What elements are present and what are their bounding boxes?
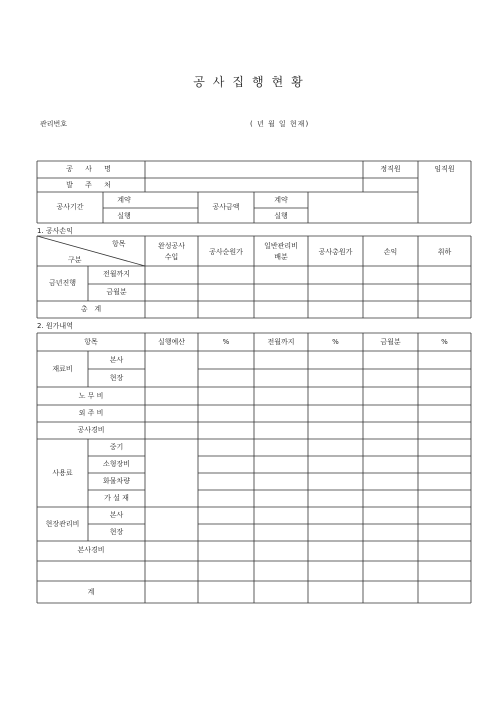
col-until-last-month: 전월까지: [267, 338, 295, 346]
labor-cost-label: 노 무 비: [78, 392, 104, 400]
col-net-cost: 공사순원가: [209, 248, 243, 256]
temp-staff-label: 임직원: [434, 165, 455, 173]
division-diagonal-label: 구분: [68, 256, 82, 264]
temporary-materials-label: 가 설 재: [104, 494, 129, 502]
col-item: 항목: [84, 338, 98, 346]
col-profit-loss: 손익: [383, 248, 398, 256]
col-overhead-allocation: 일반관리비 배분: [264, 242, 298, 261]
col-percent-3: %: [441, 338, 448, 346]
section1-heading: 1. 공사손익: [37, 227, 73, 235]
as-of-date-note: ( 년 월 일 현재): [250, 120, 310, 128]
construction-expense-label: 공사경비: [77, 426, 105, 434]
construction-amount-label: 공사금액: [212, 203, 240, 211]
amount-contract-label: 계약: [274, 196, 288, 204]
cargo-vehicles-label: 화물차량: [102, 477, 131, 485]
usage-fee-label: 사용료: [52, 469, 73, 477]
section2-heading: 2. 원가내역: [37, 322, 73, 330]
period-execution-label: 실행: [117, 212, 131, 220]
materials-site-label: 현장: [109, 374, 124, 382]
col-percent-2: %: [332, 338, 339, 346]
regular-staff-label: 정직원: [380, 165, 401, 173]
item-diagonal-label: 항목: [112, 240, 126, 248]
grand-total-label: 총 계: [80, 305, 102, 313]
materials-hq-label: 본사: [109, 356, 124, 364]
project-name-label: 공 사 명: [66, 165, 116, 173]
management-number-label: 관리번호: [40, 120, 68, 128]
amount-execution-label: 실행: [274, 212, 288, 220]
construction-period-label: 공사기간: [56, 203, 84, 211]
col-execution-budget: 실행예산: [157, 338, 186, 346]
col-percent-1: %: [222, 338, 230, 346]
document-title: 공사집행현황: [193, 75, 311, 89]
section2-total-label: 계: [87, 588, 95, 596]
period-contract-label: 계약: [117, 196, 131, 204]
site-mgmt-hq-label: 본사: [109, 511, 124, 519]
site-management-label: 현장관리비: [45, 520, 80, 528]
client-label: 발 주 처: [66, 181, 116, 189]
site-mgmt-site-label: 현장: [109, 528, 124, 536]
col-this-month: 금월분: [380, 338, 401, 346]
col-note: 취하: [437, 248, 452, 256]
outsourcing-cost-label: 외 주 비: [78, 409, 104, 417]
col-completed-revenue: 완성공사 수입: [157, 242, 186, 261]
until-last-month-label: 전월까지: [102, 270, 131, 278]
hq-expense-label: 본사경비: [77, 546, 105, 554]
this-month-label: 금월분: [106, 288, 127, 296]
materials-label: 재료비: [52, 365, 73, 373]
small-equipment-label: 소형장비: [102, 460, 131, 468]
col-total-cost: 공사총원가: [318, 248, 353, 256]
this-year-progress-label: 금년진행: [48, 279, 77, 287]
heavy-equipment-label: 중기: [109, 443, 124, 451]
